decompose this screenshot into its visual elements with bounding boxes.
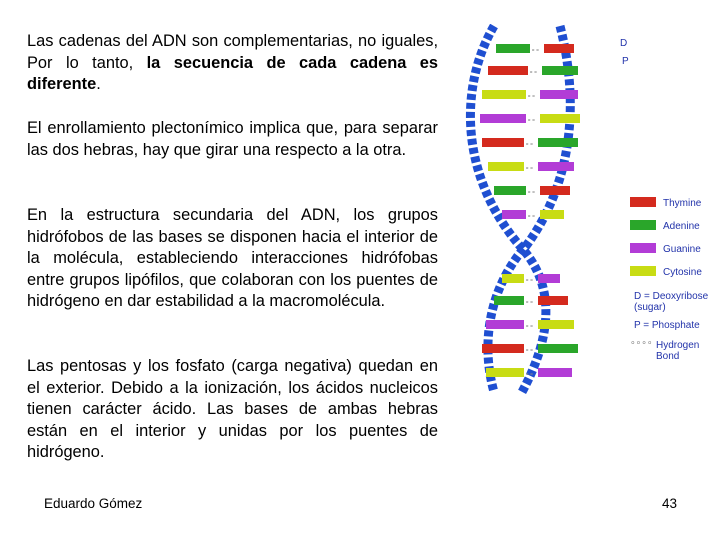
- hydrogen-bond-12: ∘∘: [525, 371, 534, 378]
- paragraph-plectonemic-coiling: El enrollamiento plectonímico implica que, para separar las dos hebras, hay que girar una respecto a la otra.: [27, 119, 438, 159]
- footer-page-number: 43: [661, 496, 677, 511]
- base-right-1: [542, 66, 578, 75]
- dna-helix: [470, 26, 580, 392]
- legend-item-cytosine: [630, 266, 702, 278]
- legend-item-thymine: [630, 197, 702, 209]
- hydrogen-bond-3: ∘∘: [527, 117, 536, 124]
- base-left-4: [482, 138, 524, 147]
- base-right-12: [538, 368, 572, 377]
- hydrogen-bond-7: ∘∘: [527, 213, 536, 220]
- base-left-0: [496, 44, 530, 53]
- hydrogen-bond-icon: ∘∘∘∘: [630, 337, 653, 347]
- hydrogen-bond-1: ∘∘: [529, 69, 538, 76]
- base-left-8: [502, 274, 524, 283]
- base-left-7: [502, 210, 526, 219]
- legend-sugar-label: (sugar): [634, 302, 666, 313]
- base-right-9: [538, 296, 568, 305]
- base-right-2: [540, 90, 578, 99]
- base-right-6: [540, 186, 570, 195]
- base-left-10: [486, 320, 524, 329]
- thymine-swatch: [630, 197, 656, 207]
- legend-guanine-label: Guanine: [663, 244, 701, 255]
- legend-cytosine-label: Cytosine: [663, 267, 702, 278]
- label-p: P: [622, 56, 629, 67]
- legend-hydrogen-label: Hydrogen: [656, 340, 700, 351]
- legend-deoxyribose-label: D = Deoxyribose: [634, 291, 709, 302]
- adenine-swatch: [630, 220, 656, 230]
- p1-end: .: [96, 75, 101, 93]
- legend-item-adenine: [630, 220, 700, 232]
- paragraph-pentoses-phosphate: Las pentosas y los fosfato (carga negativa) quedan en el exterior. Debido a la ionización, los ácidos nucleicos tienen carácter ácido. Las bases de ambas hebras están en el interior y unidas por los puentes de hidrógeno.: [27, 357, 438, 461]
- base-left-3: [480, 114, 526, 123]
- hydrogen-bond-11: ∘∘: [525, 347, 534, 354]
- guanine-swatch: [630, 243, 656, 253]
- base-left-9: [494, 296, 524, 305]
- p1-text: Las cadenas del ADN son complementarias, no iguales, Por lo tanto,: [27, 32, 438, 72]
- legend-phosphate-label: P = Phosphate: [634, 320, 700, 331]
- hydrogen-bond-10: ∘∘: [525, 323, 534, 330]
- hydrogen-bond-8: ∘∘: [525, 277, 534, 284]
- p1-bold-text: la secuencia de cada cadena es diferente: [27, 53, 439, 93]
- legend-bond-label: Bond: [656, 351, 680, 362]
- base-right-5: [538, 162, 574, 171]
- legend: [630, 197, 709, 362]
- cytosine-swatch: [630, 266, 656, 276]
- base-left-11: [482, 344, 524, 353]
- base-right-3: [540, 114, 580, 123]
- legend-thymine-label: Thymine: [663, 198, 702, 209]
- hydrogen-bond-5: ∘∘: [525, 165, 534, 172]
- paragraph-complementary-strands: [27, 31, 438, 96]
- hydrogen-bond-4: ∘∘: [525, 141, 534, 148]
- base-left-6: [494, 186, 526, 195]
- hydrogen-bond-0: ∘∘: [531, 47, 540, 54]
- backbone-strand-left: [470, 26, 545, 392]
- legend-item-guanine: [630, 243, 701, 255]
- hydrogen-bond-6: ∘∘: [527, 189, 536, 196]
- dna-double-helix-diagram: [460, 24, 718, 396]
- base-left-12: [486, 368, 524, 377]
- base-left-2: [482, 90, 526, 99]
- label-d: D: [620, 38, 628, 49]
- base-right-0: [544, 44, 574, 53]
- base-left-1: [488, 66, 528, 75]
- base-left-5: [488, 162, 524, 171]
- footer-author: Eduardo Gómez: [44, 496, 143, 511]
- base-right-8: [538, 274, 560, 283]
- base-right-11: [538, 344, 578, 353]
- paragraph-secondary-structure: En la estructura secundaria del ADN, los grupos hidrófobos de las bases se disponen hacia el interior de la molécula, estableciendo interacciones hidrófobas entre grupos lipófilos, que colaboran con los puentes de hidrógeno en dar estabilidad a la macromolécula.: [27, 206, 438, 310]
- base-right-7: [540, 210, 564, 219]
- legend-adenine-label: Adenine: [663, 221, 700, 232]
- hydrogen-bond-2: ∘∘: [527, 93, 536, 100]
- backbone-strand-right: [488, 26, 570, 392]
- base-right-4: [538, 138, 578, 147]
- base-right-10: [538, 320, 574, 329]
- hydrogen-bond-9: ∘∘: [525, 299, 534, 306]
